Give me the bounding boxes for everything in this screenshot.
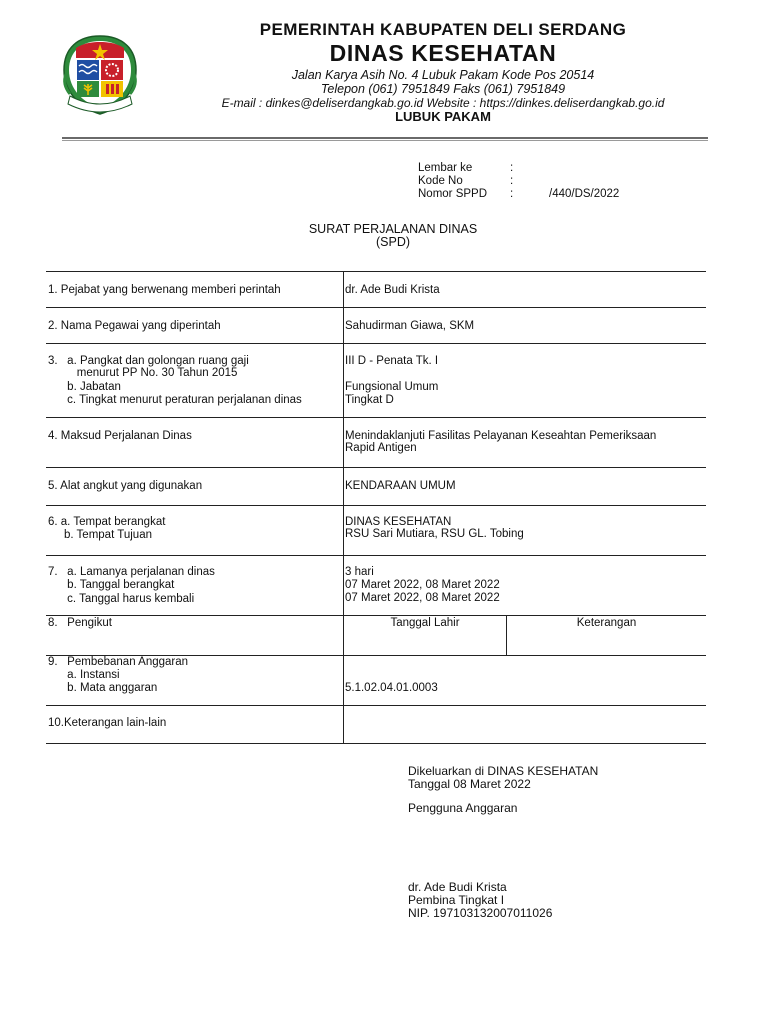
row6-value-b: RSU Sari Mutiara, RSU GL. Tobing — [345, 528, 524, 540]
header-divider-thin — [62, 140, 708, 141]
row7-label-c: c. Tanggal harus kembali — [48, 593, 195, 605]
header-city: LUBUK PAKAM — [395, 109, 491, 124]
row6-value-a: DINAS KESEHATAN — [345, 516, 452, 528]
row9-value-c: 5.1.02.04.01.0003 — [345, 682, 438, 694]
table-rule — [46, 743, 706, 744]
meta-nomor-colon: : — [510, 188, 514, 200]
row6-label-a: 6. a. Tempat berangkat — [48, 516, 166, 528]
row10-label: 10.Keterangan lain-lain — [48, 717, 167, 729]
meta-nomor-value: /440/DS/2022 — [549, 188, 620, 200]
meta-kode-colon: : — [510, 175, 514, 187]
row8-column-note: Keterangan — [576, 617, 637, 629]
table-rule — [46, 271, 706, 272]
row3-value-c: Tingkat D — [345, 394, 394, 406]
row7-label-a: 7. a. Lamanya perjalanan dinas — [48, 566, 215, 578]
meta-lembar-colon: : — [510, 162, 514, 174]
row3-label-a2: menurut PP No. 30 Tahun 2015 — [48, 367, 238, 379]
government-seal-logo — [60, 34, 140, 120]
row8-column-birthdate: Tanggal Lahir — [390, 617, 460, 629]
table-rule — [46, 705, 706, 706]
row1-value: dr. Ade Budi Krista — [345, 284, 440, 296]
row3-value-b: Fungsional Umum — [345, 381, 439, 393]
table-column-divider — [343, 271, 344, 743]
signatory-rank: Pembina Tingkat I — [408, 893, 505, 907]
table-rule — [46, 615, 706, 616]
table-rule — [46, 555, 706, 556]
row9-label-c: b. Mata anggaran — [48, 682, 158, 694]
header-address: Jalan Karya Asih No. 4 Lubuk Pakam Kode Pos 20514 — [291, 68, 595, 82]
row7-value-b: 07 Maret 2022, 08 Maret 2022 — [345, 579, 500, 591]
footer-date: Tanggal 08 Maret 2022 — [408, 777, 531, 791]
table-rule — [46, 343, 706, 344]
row2-label: 2. Nama Pegawai yang diperintah — [48, 320, 221, 332]
row7-label-b: b. Tanggal berangkat — [48, 579, 175, 591]
row5-label: 5. Alat angkut yang digunakan — [48, 480, 203, 492]
row6-label-b: b. Tempat Tujuan — [48, 529, 152, 541]
table-rule — [46, 467, 706, 468]
row9-label-a: 9. Pembebanan Anggaran — [48, 656, 189, 668]
header-government-name: PEMERINTAH KABUPATEN DELI SERDANG — [259, 20, 627, 39]
meta-kode-label: Kode No — [418, 175, 463, 187]
row1-label: 1. Pejabat yang berwenang memberi perintah — [48, 284, 281, 296]
table-rule — [46, 307, 706, 308]
row3-label-c: c. Tingkat menurut peraturan perjalanan dinas — [48, 394, 302, 406]
meta-nomor-label: Nomor SPPD — [418, 188, 488, 200]
row4-label: 4. Maksud Perjalanan Dinas — [48, 430, 192, 442]
header-agency-name: DINAS KESEHATAN — [329, 40, 557, 66]
header-phone: Telepon (061) 7951849 Faks (061) 7951849 — [320, 82, 566, 96]
footer-issued-at: Dikeluarkan di DINAS KESEHATAN — [408, 764, 599, 778]
signatory-nip: NIP. 197103132007011026 — [408, 906, 553, 920]
row3-label-b: b. Jabatan — [48, 381, 121, 393]
row5-value: KENDARAAN UMUM — [345, 480, 456, 492]
row8-label: 8. Pengikut — [48, 617, 112, 629]
table-rule — [46, 505, 706, 506]
row3-value-a: III D - Penata Tk. I — [345, 355, 439, 367]
document-title: SURAT PERJALANAN DINAS — [308, 222, 478, 236]
row7-value-a: 3 hari — [345, 566, 374, 578]
meta-lembar-label: Lembar ke — [418, 162, 473, 174]
row9-label-b: a. Instansi — [48, 669, 120, 681]
row3-label-a: 3. a. Pangkat dan golongan ruang gaji — [48, 355, 249, 367]
row4-value-line2: Rapid Antigen — [345, 442, 417, 454]
signatory-name: dr. Ade Budi Krista — [408, 880, 507, 894]
header-divider — [62, 137, 708, 139]
row4-value-line1: Menindaklanjuti Fasilitas Pelayanan Keseahtan Pemeriksaan — [345, 430, 657, 442]
row2-value: Sahudirman Giawa, SKM — [345, 320, 475, 332]
footer-role: Pengguna Anggaran — [408, 801, 518, 815]
row7-value-c: 07 Maret 2022, 08 Maret 2022 — [345, 592, 500, 604]
document-subtitle: (SPD) — [375, 235, 411, 249]
header-email-website: E-mail : dinkes@deliserdangkab.go.id Website : https://dinkes.deliserdangkab.go.id — [221, 96, 665, 110]
table-rule — [46, 417, 706, 418]
